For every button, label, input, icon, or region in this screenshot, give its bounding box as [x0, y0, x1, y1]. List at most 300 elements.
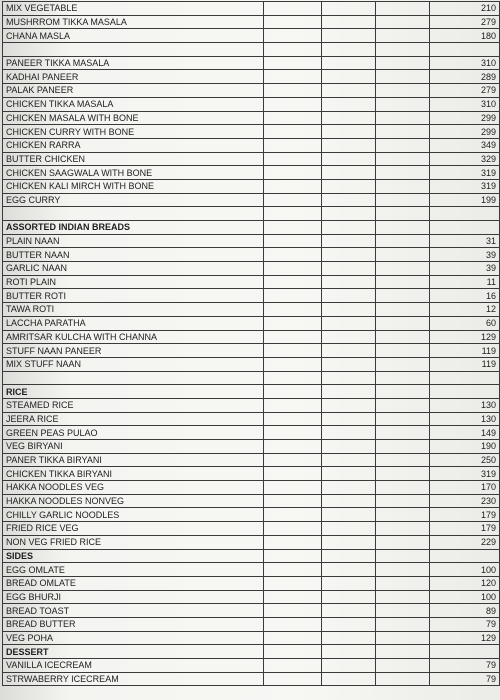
empty-cell [264, 494, 322, 508]
menu-item-row [3, 576, 500, 590]
empty-cell [264, 262, 322, 276]
menu-item-row [3, 494, 500, 508]
section-header-row [3, 221, 500, 235]
item-name: MIX VEGETABLE [3, 2, 264, 16]
item-price: 170 [430, 481, 500, 495]
empty-cell [376, 494, 430, 508]
empty-cell [322, 494, 376, 508]
item-price: 100 [430, 590, 500, 604]
empty-cell [264, 440, 322, 454]
empty-cell [264, 97, 322, 111]
item-name: BUTTER NAAN [3, 248, 264, 262]
menu-item-row [3, 248, 500, 262]
item-name: HAKKA NOODLES NONVEG [3, 494, 264, 508]
item-name: STRWABERRY ICECREAM [3, 672, 264, 686]
item-name: BREAD TOAST [3, 604, 264, 618]
empty-cell [264, 617, 322, 631]
item-price: 310 [430, 56, 500, 70]
item-price: 89 [430, 604, 500, 618]
item-name: HAKKA NOODLES VEG [3, 481, 264, 495]
empty-cell [264, 453, 322, 467]
empty-cell [322, 617, 376, 631]
empty-cell [376, 152, 430, 166]
empty-cell [322, 29, 376, 43]
item-price: 79 [430, 659, 500, 673]
menu-item-row [3, 604, 500, 618]
item-price: 39 [430, 262, 500, 276]
empty-cell [376, 344, 430, 358]
empty-cell [322, 166, 376, 180]
menu-item-row [3, 111, 500, 125]
empty-cell [322, 563, 376, 577]
item-name: CHILLY GARLIC NOODLES [3, 508, 264, 522]
empty-cell [376, 29, 430, 43]
empty-cell [376, 262, 430, 276]
item-name: PALAK PANEER [3, 84, 264, 98]
empty-cell [322, 398, 376, 412]
empty-cell [264, 275, 322, 289]
empty-cell [264, 563, 322, 577]
menu-item-row [3, 70, 500, 84]
empty-cell [264, 535, 322, 549]
item-name: BREAD OMLATE [3, 576, 264, 590]
item-price: 100 [430, 563, 500, 577]
menu-item-row [3, 357, 500, 371]
item-price: 39 [430, 248, 500, 262]
item-price: 179 [430, 522, 500, 536]
item-name: PANEER TIKKA MASALA [3, 56, 264, 70]
empty-cell [376, 357, 430, 371]
menu-item-row [3, 590, 500, 604]
item-price: 31 [430, 234, 500, 248]
item-name: PANER TIKKA BIRYANI [3, 453, 264, 467]
empty-cell [376, 316, 430, 330]
menu-item-row [3, 234, 500, 248]
empty-cell [376, 125, 430, 139]
item-price [430, 385, 500, 399]
empty-cell [264, 193, 322, 207]
menu-item-row [3, 412, 500, 426]
empty-cell [322, 385, 376, 399]
empty-cell [264, 84, 322, 98]
empty-cell [322, 289, 376, 303]
empty-cell [376, 645, 430, 659]
empty-cell [264, 43, 322, 57]
item-name: MIX STUFF NAAN [3, 357, 264, 371]
item-name: MUSHRROM TIKKA MASALA [3, 15, 264, 29]
menu-item-row [3, 330, 500, 344]
empty-cell [264, 645, 322, 659]
menu-item-row [3, 631, 500, 645]
item-price: 230 [430, 494, 500, 508]
empty-cell [322, 357, 376, 371]
empty-cell [322, 330, 376, 344]
item-name: CHICKEN SAAGWALA WITH BONE [3, 166, 264, 180]
empty-cell [322, 125, 376, 139]
empty-cell [376, 221, 430, 235]
empty-cell [376, 97, 430, 111]
empty-cell [376, 193, 430, 207]
empty-cell [264, 221, 322, 235]
item-name: GREEN PEAS PULAO [3, 426, 264, 440]
empty-cell [322, 262, 376, 276]
menu-item-row [3, 535, 500, 549]
empty-cell [264, 15, 322, 29]
menu-item-row [3, 15, 500, 29]
empty-cell [264, 138, 322, 152]
empty-cell [376, 207, 430, 221]
empty-cell [264, 207, 322, 221]
item-name: KADHAI PANEER [3, 70, 264, 84]
item-price: 250 [430, 453, 500, 467]
empty-cell [376, 508, 430, 522]
item-name: EGG CURRY [3, 193, 264, 207]
empty-cell [322, 234, 376, 248]
item-name: CHICKEN MASALA WITH BONE [3, 111, 264, 125]
empty-cell [264, 330, 322, 344]
empty-cell [322, 522, 376, 536]
item-price [430, 43, 500, 57]
empty-cell [264, 631, 322, 645]
item-name: JEERA RICE [3, 412, 264, 426]
empty-cell [322, 426, 376, 440]
menu-item-row [3, 303, 500, 317]
item-name: EGG OMLATE [3, 563, 264, 577]
menu-item-row [3, 179, 500, 193]
item-name [3, 43, 264, 57]
menu-item-row [3, 659, 500, 673]
empty-cell [376, 84, 430, 98]
empty-cell [264, 659, 322, 673]
empty-cell [322, 604, 376, 618]
empty-cell [264, 56, 322, 70]
menu-item-row [3, 56, 500, 70]
item-price: 190 [430, 440, 500, 454]
empty-cell [376, 631, 430, 645]
menu-item-row [3, 522, 500, 536]
item-name: TAWA ROTI [3, 303, 264, 317]
empty-cell [264, 590, 322, 604]
empty-cell [376, 426, 430, 440]
blank-row [3, 43, 500, 57]
section-header-row [3, 549, 500, 563]
menu-item-row [3, 453, 500, 467]
empty-cell [376, 15, 430, 29]
empty-cell [376, 549, 430, 563]
menu-item-row [3, 563, 500, 577]
item-name: VEG BIRYANI [3, 440, 264, 454]
menu-item-row [3, 508, 500, 522]
empty-cell [376, 70, 430, 84]
empty-cell [322, 15, 376, 29]
item-name [3, 371, 264, 385]
item-price: 179 [430, 508, 500, 522]
empty-cell [264, 248, 322, 262]
item-price: 210 [430, 2, 500, 16]
empty-cell [322, 316, 376, 330]
empty-cell [322, 303, 376, 317]
item-price: 79 [430, 672, 500, 686]
item-price: 16 [430, 289, 500, 303]
empty-cell [376, 289, 430, 303]
item-price [430, 221, 500, 235]
item-price: 319 [430, 179, 500, 193]
empty-cell [264, 522, 322, 536]
section-title: SIDES [3, 549, 264, 563]
empty-cell [376, 590, 430, 604]
menu-item-row [3, 467, 500, 481]
item-price: 310 [430, 97, 500, 111]
empty-cell [376, 330, 430, 344]
menu-item-row [3, 316, 500, 330]
item-price: 60 [430, 316, 500, 330]
empty-cell [376, 576, 430, 590]
item-name: ROTI PLAIN [3, 275, 264, 289]
menu-item-row [3, 398, 500, 412]
item-name [3, 207, 264, 221]
item-name: PLAIN NAAN [3, 234, 264, 248]
empty-cell [322, 2, 376, 16]
empty-cell [322, 152, 376, 166]
empty-cell [376, 453, 430, 467]
item-price: 11 [430, 275, 500, 289]
section-title: RICE [3, 385, 264, 399]
menu-item-row [3, 193, 500, 207]
empty-cell [322, 576, 376, 590]
item-name: BUTTER ROTI [3, 289, 264, 303]
menu-item-row [3, 125, 500, 139]
item-price: 130 [430, 398, 500, 412]
menu-item-row [3, 481, 500, 495]
item-price [430, 549, 500, 563]
empty-cell [264, 371, 322, 385]
empty-cell [376, 385, 430, 399]
menu-item-row [3, 97, 500, 111]
item-price: 349 [430, 138, 500, 152]
empty-cell [376, 111, 430, 125]
empty-cell [322, 275, 376, 289]
empty-cell [264, 467, 322, 481]
empty-cell [322, 179, 376, 193]
empty-cell [322, 631, 376, 645]
empty-cell [376, 617, 430, 631]
empty-cell [264, 166, 322, 180]
menu-item-row [3, 289, 500, 303]
menu-table-body [3, 2, 500, 686]
empty-cell [264, 2, 322, 16]
empty-cell [264, 398, 322, 412]
menu-item-row [3, 152, 500, 166]
empty-cell [322, 645, 376, 659]
item-price [430, 645, 500, 659]
item-price: 319 [430, 166, 500, 180]
empty-cell [264, 234, 322, 248]
empty-cell [376, 481, 430, 495]
empty-cell [264, 508, 322, 522]
empty-cell [264, 316, 322, 330]
empty-cell [376, 398, 430, 412]
empty-cell [322, 111, 376, 125]
empty-cell [322, 138, 376, 152]
empty-cell [376, 234, 430, 248]
item-price: 119 [430, 344, 500, 358]
item-name: CHICKEN TIKKA MASALA [3, 97, 264, 111]
empty-cell [376, 138, 430, 152]
empty-cell [322, 590, 376, 604]
item-price [430, 371, 500, 385]
empty-cell [322, 207, 376, 221]
item-name: CHICKEN CURRY WITH BONE [3, 125, 264, 139]
section-title: ASSORTED INDIAN BREADS [3, 221, 264, 235]
menu-item-row [3, 166, 500, 180]
empty-cell [322, 97, 376, 111]
empty-cell [264, 576, 322, 590]
item-price [430, 207, 500, 221]
empty-cell [264, 70, 322, 84]
empty-cell [376, 179, 430, 193]
empty-cell [264, 385, 322, 399]
item-name: CHANA MASLA [3, 29, 264, 43]
item-name: EGG BHURJI [3, 590, 264, 604]
empty-cell [264, 426, 322, 440]
empty-cell [264, 125, 322, 139]
empty-cell [376, 659, 430, 673]
menu-item-row [3, 672, 500, 686]
menu-item-row [3, 138, 500, 152]
empty-cell [376, 535, 430, 549]
item-price: 12 [430, 303, 500, 317]
empty-cell [264, 179, 322, 193]
empty-cell [264, 604, 322, 618]
item-price: 289 [430, 70, 500, 84]
empty-cell [322, 659, 376, 673]
item-name: FRIED RICE VEG [3, 522, 264, 536]
menu-item-row [3, 617, 500, 631]
empty-cell [376, 248, 430, 262]
menu-table [2, 1, 500, 686]
item-price: 229 [430, 535, 500, 549]
item-price: 279 [430, 15, 500, 29]
empty-cell [322, 193, 376, 207]
empty-cell [376, 563, 430, 577]
item-price: 149 [430, 426, 500, 440]
item-name: NON VEG FRIED RICE [3, 535, 264, 549]
empty-cell [264, 672, 322, 686]
empty-cell [322, 549, 376, 563]
empty-cell [376, 275, 430, 289]
empty-cell [322, 221, 376, 235]
item-name: BUTTER CHICKEN [3, 152, 264, 166]
item-price: 180 [430, 29, 500, 43]
item-price: 279 [430, 84, 500, 98]
item-name: LACCHA PARATHA [3, 316, 264, 330]
item-price: 79 [430, 617, 500, 631]
empty-cell [376, 56, 430, 70]
menu-item-row [3, 440, 500, 454]
item-name: STUFF NAAN PANEER [3, 344, 264, 358]
empty-cell [322, 467, 376, 481]
menu-item-row [3, 344, 500, 358]
item-name: STEAMED RICE [3, 398, 264, 412]
section-header-row [3, 385, 500, 399]
item-name: BREAD BUTTER [3, 617, 264, 631]
empty-cell [322, 56, 376, 70]
empty-cell [376, 371, 430, 385]
empty-cell [264, 152, 322, 166]
empty-cell [264, 289, 322, 303]
empty-cell [376, 440, 430, 454]
empty-cell [322, 481, 376, 495]
blank-row [3, 207, 500, 221]
item-name: AMRITSAR KULCHA WITH CHANNA [3, 330, 264, 344]
item-price: 130 [430, 412, 500, 426]
item-price: 129 [430, 330, 500, 344]
item-name: VANILLA ICECREAM [3, 659, 264, 673]
section-title: DESSERT [3, 645, 264, 659]
item-price: 299 [430, 111, 500, 125]
empty-cell [264, 344, 322, 358]
item-price: 329 [430, 152, 500, 166]
empty-cell [264, 29, 322, 43]
empty-cell [376, 604, 430, 618]
empty-cell [322, 412, 376, 426]
item-price: 120 [430, 576, 500, 590]
empty-cell [376, 412, 430, 426]
empty-cell [322, 344, 376, 358]
empty-cell [376, 166, 430, 180]
blank-row [3, 371, 500, 385]
empty-cell [322, 672, 376, 686]
section-header-row [3, 645, 500, 659]
empty-cell [322, 535, 376, 549]
empty-cell [264, 111, 322, 125]
empty-cell [322, 440, 376, 454]
empty-cell [376, 303, 430, 317]
menu-item-row [3, 2, 500, 16]
empty-cell [376, 467, 430, 481]
empty-cell [264, 412, 322, 426]
empty-cell [322, 43, 376, 57]
empty-cell [264, 303, 322, 317]
empty-cell [264, 481, 322, 495]
empty-cell [376, 672, 430, 686]
item-name: CHICKEN TIKKA BIRYANI [3, 467, 264, 481]
menu-item-row [3, 426, 500, 440]
empty-cell [376, 522, 430, 536]
empty-cell [376, 2, 430, 16]
item-price: 319 [430, 467, 500, 481]
item-price: 129 [430, 631, 500, 645]
menu-item-row [3, 275, 500, 289]
menu-item-row [3, 84, 500, 98]
item-price: 299 [430, 125, 500, 139]
empty-cell [322, 84, 376, 98]
empty-cell [322, 453, 376, 467]
empty-cell [322, 70, 376, 84]
menu-item-row [3, 262, 500, 276]
empty-cell [264, 549, 322, 563]
empty-cell [322, 371, 376, 385]
item-name: GARLIC NAAN [3, 262, 264, 276]
empty-cell [264, 357, 322, 371]
empty-cell [322, 508, 376, 522]
empty-cell [322, 248, 376, 262]
item-price: 199 [430, 193, 500, 207]
item-name: CHICKEN RARRA [3, 138, 264, 152]
item-name: VEG POHA [3, 631, 264, 645]
item-name: CHICKEN KALI MIRCH WITH BONE [3, 179, 264, 193]
empty-cell [376, 43, 430, 57]
